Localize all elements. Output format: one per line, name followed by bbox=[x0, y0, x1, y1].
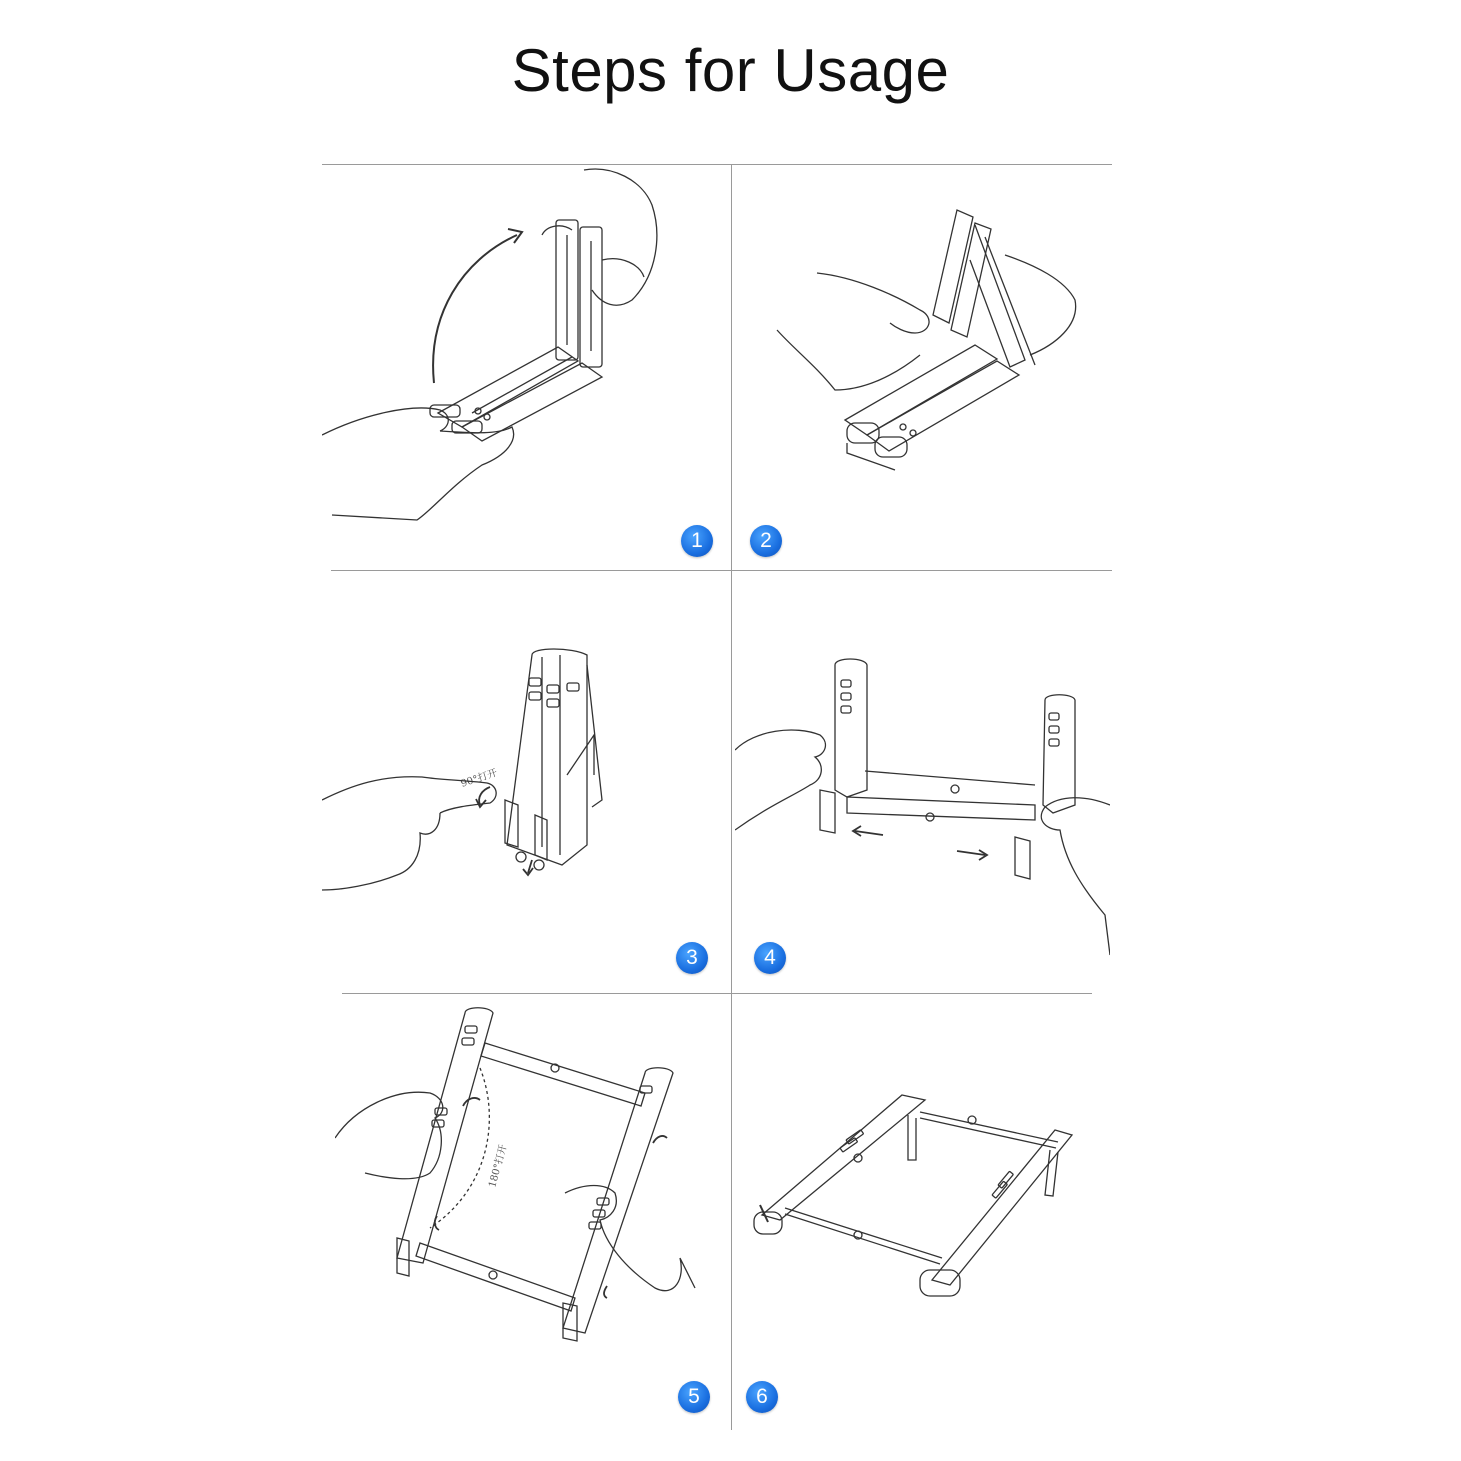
step-4-badge: 4 bbox=[754, 942, 786, 974]
step-5-badge: 5 bbox=[678, 1381, 710, 1413]
step-2-badge: 2 bbox=[750, 525, 782, 557]
page-title: Steps for Usage bbox=[511, 37, 950, 104]
step-5-note: 180°打开 bbox=[487, 1143, 510, 1189]
step-3-note: 90°打开 bbox=[459, 767, 499, 790]
step-6-illustration bbox=[740, 1080, 1090, 1320]
step-1-badge: 1 bbox=[681, 525, 713, 557]
step-3-illustration bbox=[322, 575, 727, 985]
divider-row-1 bbox=[331, 570, 1112, 571]
divider-row-2 bbox=[342, 993, 1092, 994]
step-4-illustration bbox=[735, 575, 1110, 985]
step-6-badge: 6 bbox=[746, 1381, 778, 1413]
step-2-illustration bbox=[735, 165, 1110, 565]
step-3-badge: 3 bbox=[676, 942, 708, 974]
divider-vertical bbox=[731, 164, 732, 1430]
step-1-illustration bbox=[322, 165, 727, 565]
step-5-illustration bbox=[335, 998, 725, 1368]
